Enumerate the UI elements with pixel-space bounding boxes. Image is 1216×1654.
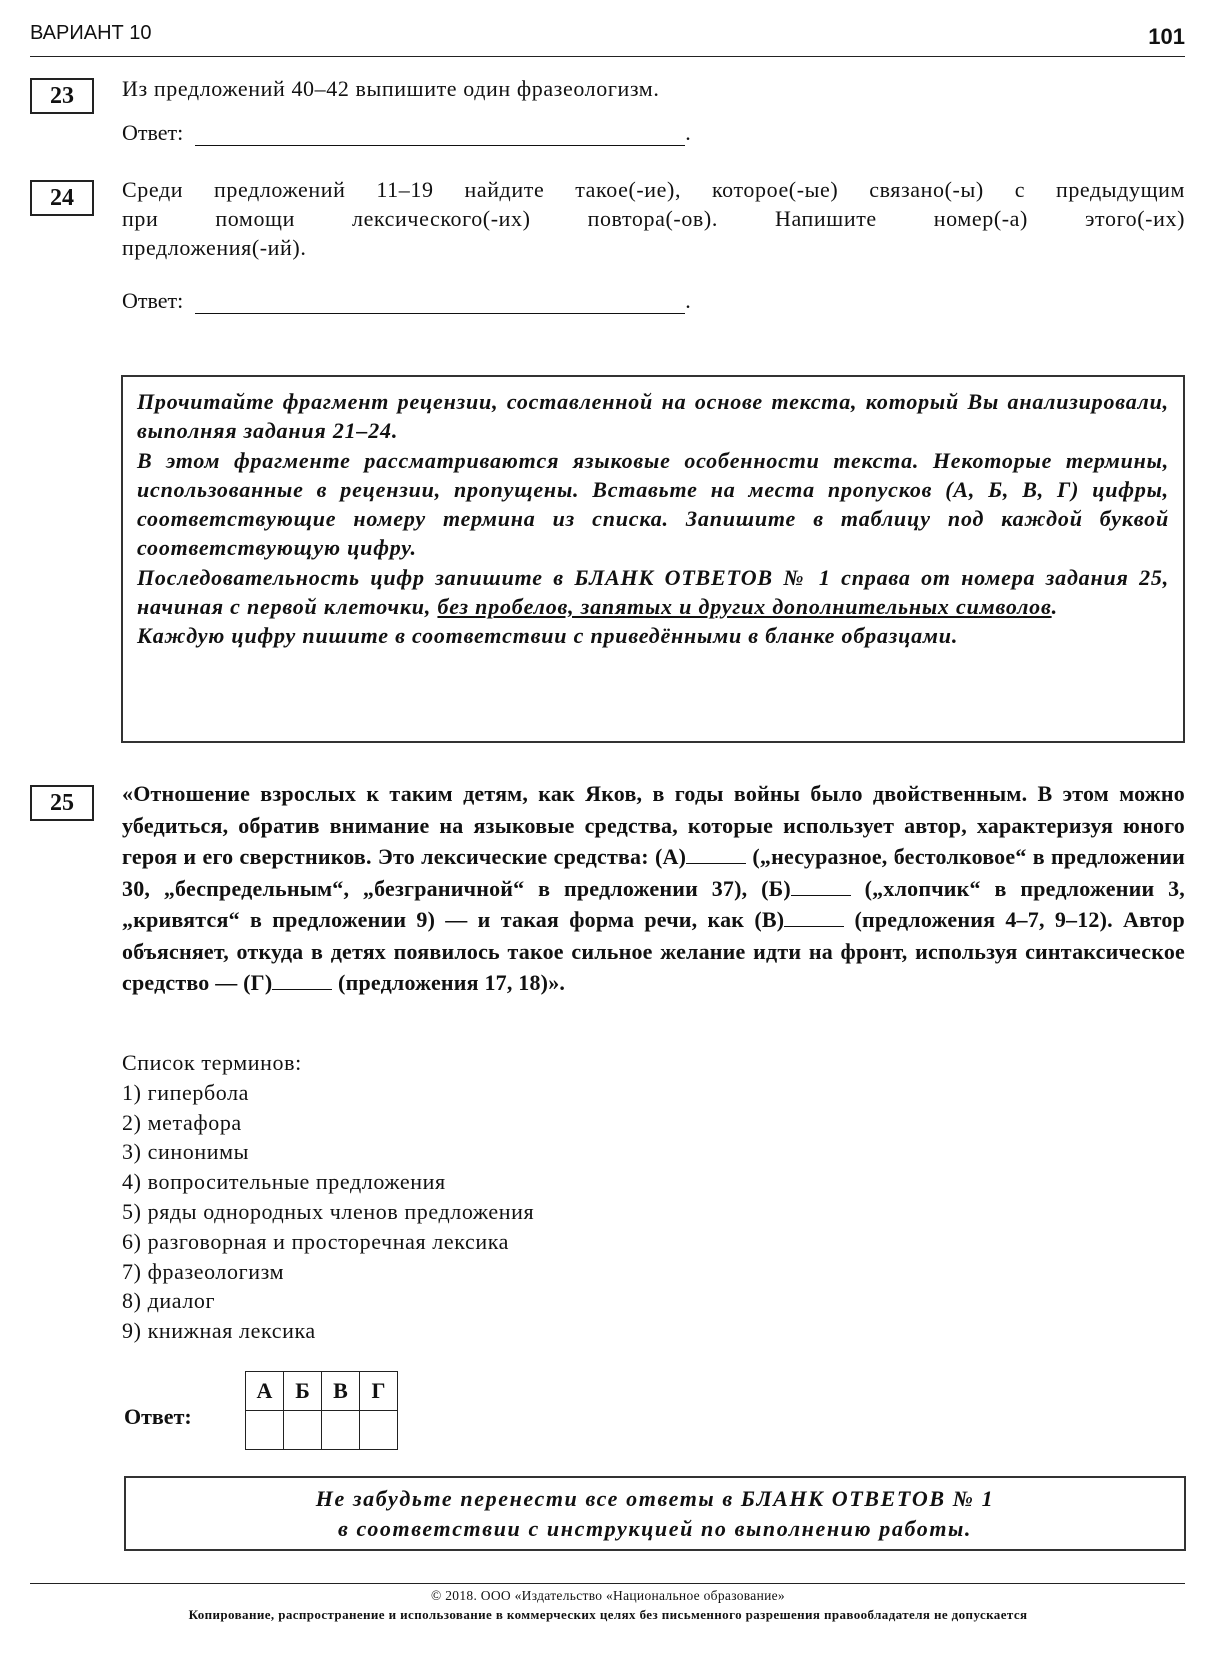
term-item: 9) книжная лексика [122,1318,316,1344]
task-25-answer-label: Ответ: [124,1404,192,1429]
task-24-question-line-1: Среди предложений 11–19 найдите такое(-ие), которое(-ые) связано(-ы) с предыдущим [122,177,1185,202]
reminder-line-2: в соответствии с инструкцией по выполнению работы. [337,1516,973,1541]
gap-a [686,845,746,864]
task-24-question-line-3: предложения(-ий). [122,235,307,260]
term-item: 8) диалог [122,1288,216,1314]
term-item: 4) вопросительные предложения [122,1169,446,1195]
instruction-paragraph-3 [137,563,1169,622]
task-25-text-part-3: („хлопчик“ в предложении 3, „кривятся“ в предложении 9) — и такая форма речи, как (В) [122,875,1185,932]
term-item: 5) ряды однородных членов предложения [122,1198,535,1224]
task-25-text-part-4: (предложения 4–7, 9–12). Автор объясняет, откуда в детях появилось такое сильное желание идти на фронт, используя синтаксическое средство — (Г) [122,907,1185,995]
gap-v [784,908,844,927]
reminder-line-1: Не забудьте перенести все ответы в БЛАНК ОТВЕТОВ № 1 [315,1486,995,1511]
answer-header-b: Б [284,1372,322,1411]
task-25-text-part-1: «Отношение взрослых к таким детям, как Яков, в годы войны было двойственным. В этом можно убедиться, обратив внимание на языковые средства, которые использует автор, характеризуя юного героя и его сверстников. Это лексические средства: (А) [122,781,1185,869]
task-25-text-part-2: („несуразное, бестолковое“ в предложении 30, „беспредельным“, „безграничной“ в предложении 37), (Б) [122,844,1185,901]
answer-end: . [685,288,691,313]
task-23-question: Из предложений 40–42 выпишите один фразеологизм. [122,76,660,101]
term-item: 6) разговорная и просторечная лексика [122,1228,510,1254]
answer-label: Ответ: [122,120,184,145]
task-25-number: 25 [30,785,94,821]
footer-divider [30,1583,1185,1584]
page-number: 101 [1148,24,1185,49]
page-header [30,22,1185,57]
footer-notice: Копирование, распространение и использование в коммерческих целях без письменного разрешения правообладателя не допускается [188,1607,1028,1622]
answer-label: Ответ: [122,288,184,313]
task-24-question-line-2: при помощи лексического(-их) повтора(-ов). Напишите номер(-а) этого(-их) [122,206,1185,231]
instruction-p3-start: Последовательность цифр запишите в БЛАНК ОТВЕТОВ № 1 справа от номера задания 25, начиная с первой клеточки, [137,564,1169,620]
task-25-answer-table [245,1371,398,1450]
task-24-answer [122,288,691,314]
answer-header-v: В [322,1372,360,1411]
answer-end: . [685,120,691,145]
reminder-box [124,1476,1186,1551]
instruction-box [121,375,1185,743]
terms-title: Список терминов: [122,1050,302,1075]
task-23-number: 23 [30,78,94,114]
term-item: 3) синонимы [122,1139,249,1165]
footer-copyright: © 2018. ООО «Издательство «Национальное образование» [431,1588,785,1603]
answer-header-a: А [246,1372,284,1411]
gap-g [272,971,332,990]
gap-b [791,877,851,896]
answer-cell-g[interactable] [360,1411,398,1450]
answer-header-g: Г [360,1372,398,1411]
term-item: 7) фразеологизм [122,1258,285,1284]
variant-title: ВАРИАНТ 10 [30,22,152,44]
answer-cell-a[interactable] [246,1411,284,1450]
instruction-paragraph-4: Каждую цифру пишите в соответствии с приведёнными в бланке образцами. [137,623,959,649]
task-25-text-part-5: (предложения 17, 18)». [332,970,566,995]
instruction-p3-underlined: без пробелов, запятых и других дополнительных символов [437,594,1052,620]
answer-cell-b[interactable] [284,1411,322,1450]
task-25-text [122,778,1185,999]
terms-list [122,1048,822,1346]
task-24-number: 24 [30,180,94,216]
term-item: 2) метафора [122,1109,242,1135]
instruction-p3-end: . [1051,594,1058,620]
instruction-paragraph-1: Прочитайте фрагмент рецензии, составленной на основе текста, который Вы анализировали, выполняя задания 21–24. [137,389,1169,444]
task-23-answer [122,120,691,146]
task-24-answer-field[interactable] [195,291,685,314]
term-item: 1) гипербола [122,1079,250,1105]
task-23-answer-field[interactable] [195,123,685,146]
instruction-paragraph-2: В этом фрагменте рассматриваются языковые особенности текста. Некоторые термины, использованные в рецензии, пропущены. Вставьте на места пропусков (А, Б, В, Г) цифры, соответствующие номеру термина из списка. Запишите в таблицу под каждой буквой соответствующую цифру. [137,447,1169,561]
answer-cell-v[interactable] [322,1411,360,1450]
